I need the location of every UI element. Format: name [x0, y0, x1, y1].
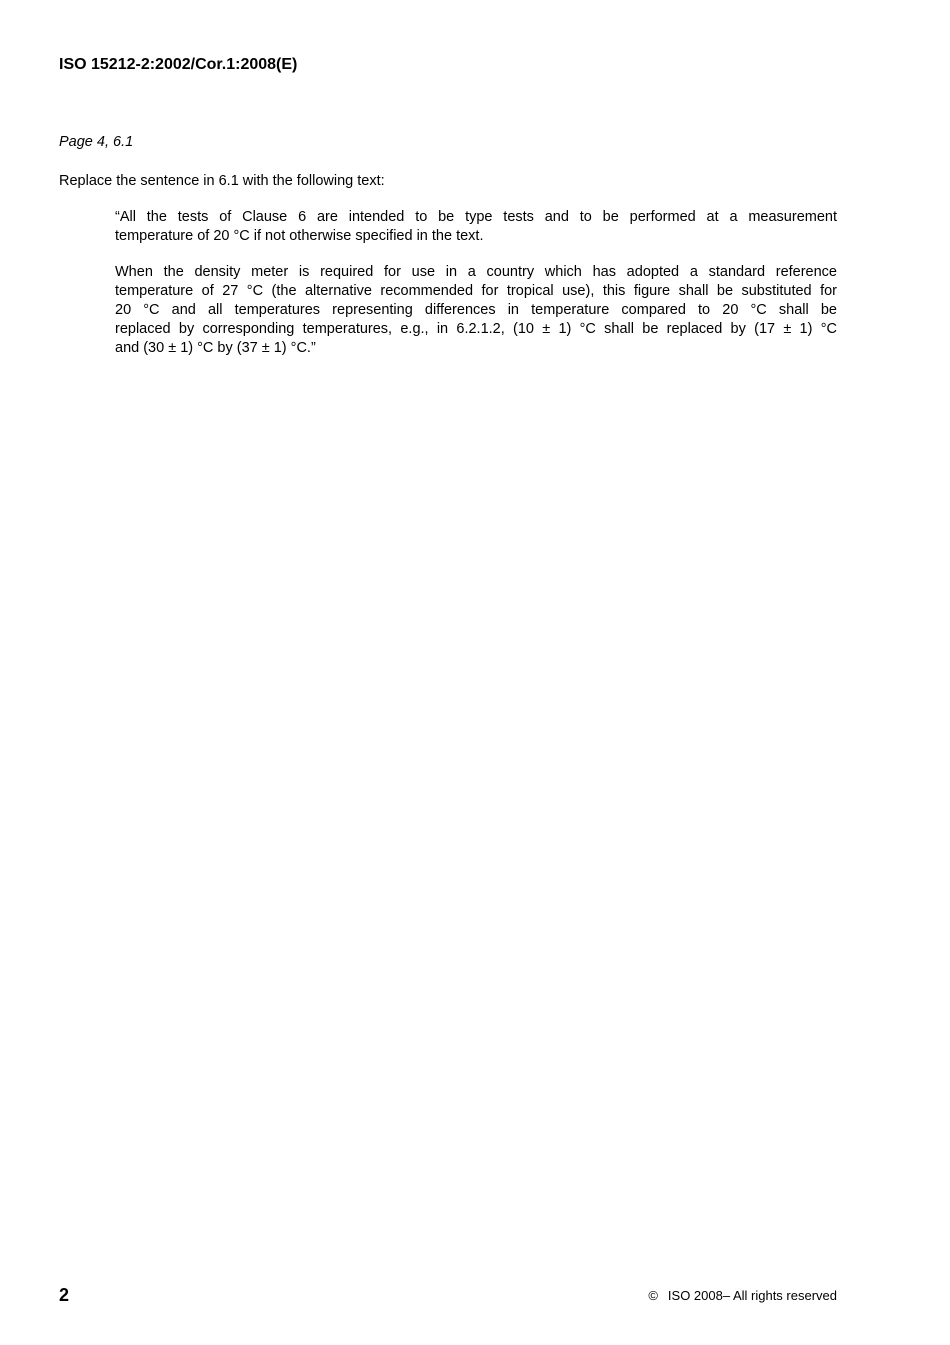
section-reference: Page 4, 6.1: [59, 134, 134, 150]
copyright-notice: [648, 1288, 837, 1304]
paragraph-line: 20 °C and all temperatures representing differences in temperature compared to 20 °C shall be: [115, 302, 837, 318]
paragraph-line: temperature of 27 °C (the alternative recommended for tropical use), this figure shall be substituted for: [115, 283, 837, 299]
paragraph-line: “All the tests of Clause 6 are intended to be type tests and to be performed at a measurement: [115, 209, 837, 225]
copyright-symbol: ©: [648, 1288, 658, 1303]
replacement-paragraph-1: [115, 208, 837, 246]
intro-text: Replace the sentence in 6.1 with the following text:: [59, 173, 385, 189]
paragraph-line: temperature of 20 °C if not otherwise specified in the text.: [115, 228, 484, 244]
paragraph-line: When the density meter is required for use in a country which has adopted a standard reference: [115, 264, 837, 280]
copyright-text: ISO 2008– All rights reserved: [667, 1288, 837, 1303]
paragraph-line: replaced by corresponding temperatures, e.g., in 6.2.1.2, (10 ± 1) °C shall be replaced by (17 ± 1) °C: [115, 321, 837, 337]
document-header: ISO 15212-2:2002/Cor.1:2008(E): [59, 56, 298, 73]
page-number: 2: [59, 1285, 70, 1305]
paragraph-line: and (30 ± 1) °C by (37 ± 1) °C.”: [115, 340, 316, 356]
replacement-paragraph-2: [115, 263, 837, 358]
